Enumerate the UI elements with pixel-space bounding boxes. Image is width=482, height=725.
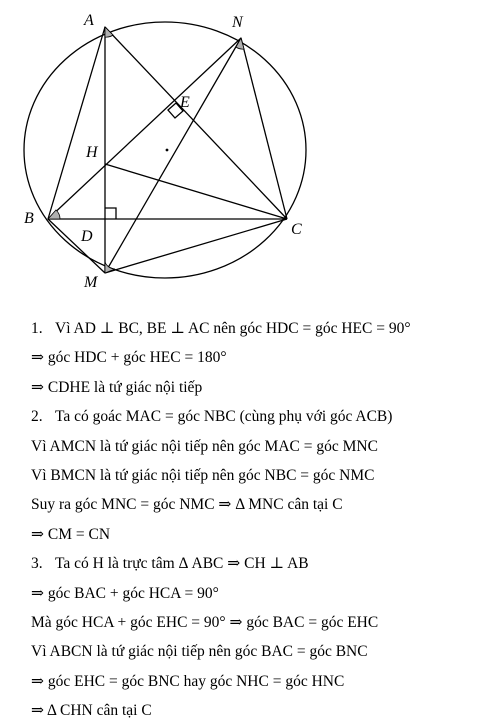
- solution-line: ⇒ CDHE là tứ giác nội tiếp: [31, 378, 203, 396]
- label-e: E: [180, 94, 190, 111]
- solution-line: 2. Ta có goác MAC = góc NBC (cùng phụ với góc ACB): [31, 408, 393, 426]
- solution-line: ⇒ Δ CHN cân tại C: [31, 702, 152, 720]
- segment-nm: [105, 38, 241, 273]
- solution-text: [31, 314, 471, 725]
- solution-line: ⇒ góc BAC + góc HCA = 90°: [31, 584, 219, 602]
- label-n: N: [232, 14, 243, 31]
- label-h: H: [86, 144, 98, 161]
- solution-line: Vì AMCN là tứ giác nội tiếp nên góc MAC = góc MNC: [31, 437, 378, 455]
- solution-line: 1. Vì AD ⊥ BC, BE ⊥ AC nên góc HDC = góc HEC = 90°: [31, 320, 411, 337]
- label-b: B: [24, 210, 34, 227]
- label-m: M: [84, 274, 98, 291]
- segment-bn: [48, 38, 241, 219]
- solution-line: Suy ra góc MNC = góc NMC ⇒ Δ MNC cân tại C: [31, 496, 343, 514]
- solution-line: ⇒ góc EHC = góc BNC hay góc NHC = góc HNC: [31, 672, 345, 690]
- solution-line: 3. Ta có H là trực tâm Δ ABC ⇒ CH ⊥ AB: [31, 555, 309, 573]
- label-a: A: [84, 12, 94, 29]
- label-d: D: [81, 228, 93, 245]
- solution-line: ⇒ CM = CN: [31, 525, 111, 543]
- solution-line: Vì BMCN là tứ giác nội tiếp nên góc NBC = góc NMC: [31, 466, 375, 484]
- center-point: [166, 149, 169, 152]
- solution-line: ⇒ góc HDC + góc HEC = 180°: [31, 349, 227, 367]
- segment-ab: [48, 27, 105, 219]
- geometry-figure: [0, 0, 482, 300]
- solution-line: Mà góc HCA + góc EHC = 90° ⇒ góc BAC = góc EHC: [31, 613, 379, 631]
- segment-bm: [48, 219, 105, 273]
- circumcircle: [24, 22, 306, 278]
- segment-hc: [105, 164, 287, 219]
- right-angle-d: [105, 208, 116, 219]
- segment-nc: [241, 38, 287, 219]
- solution-line: Vì ABCN là tứ giác nội tiếp nên góc BAC = góc BNC: [31, 643, 368, 661]
- label-c: C: [291, 221, 302, 238]
